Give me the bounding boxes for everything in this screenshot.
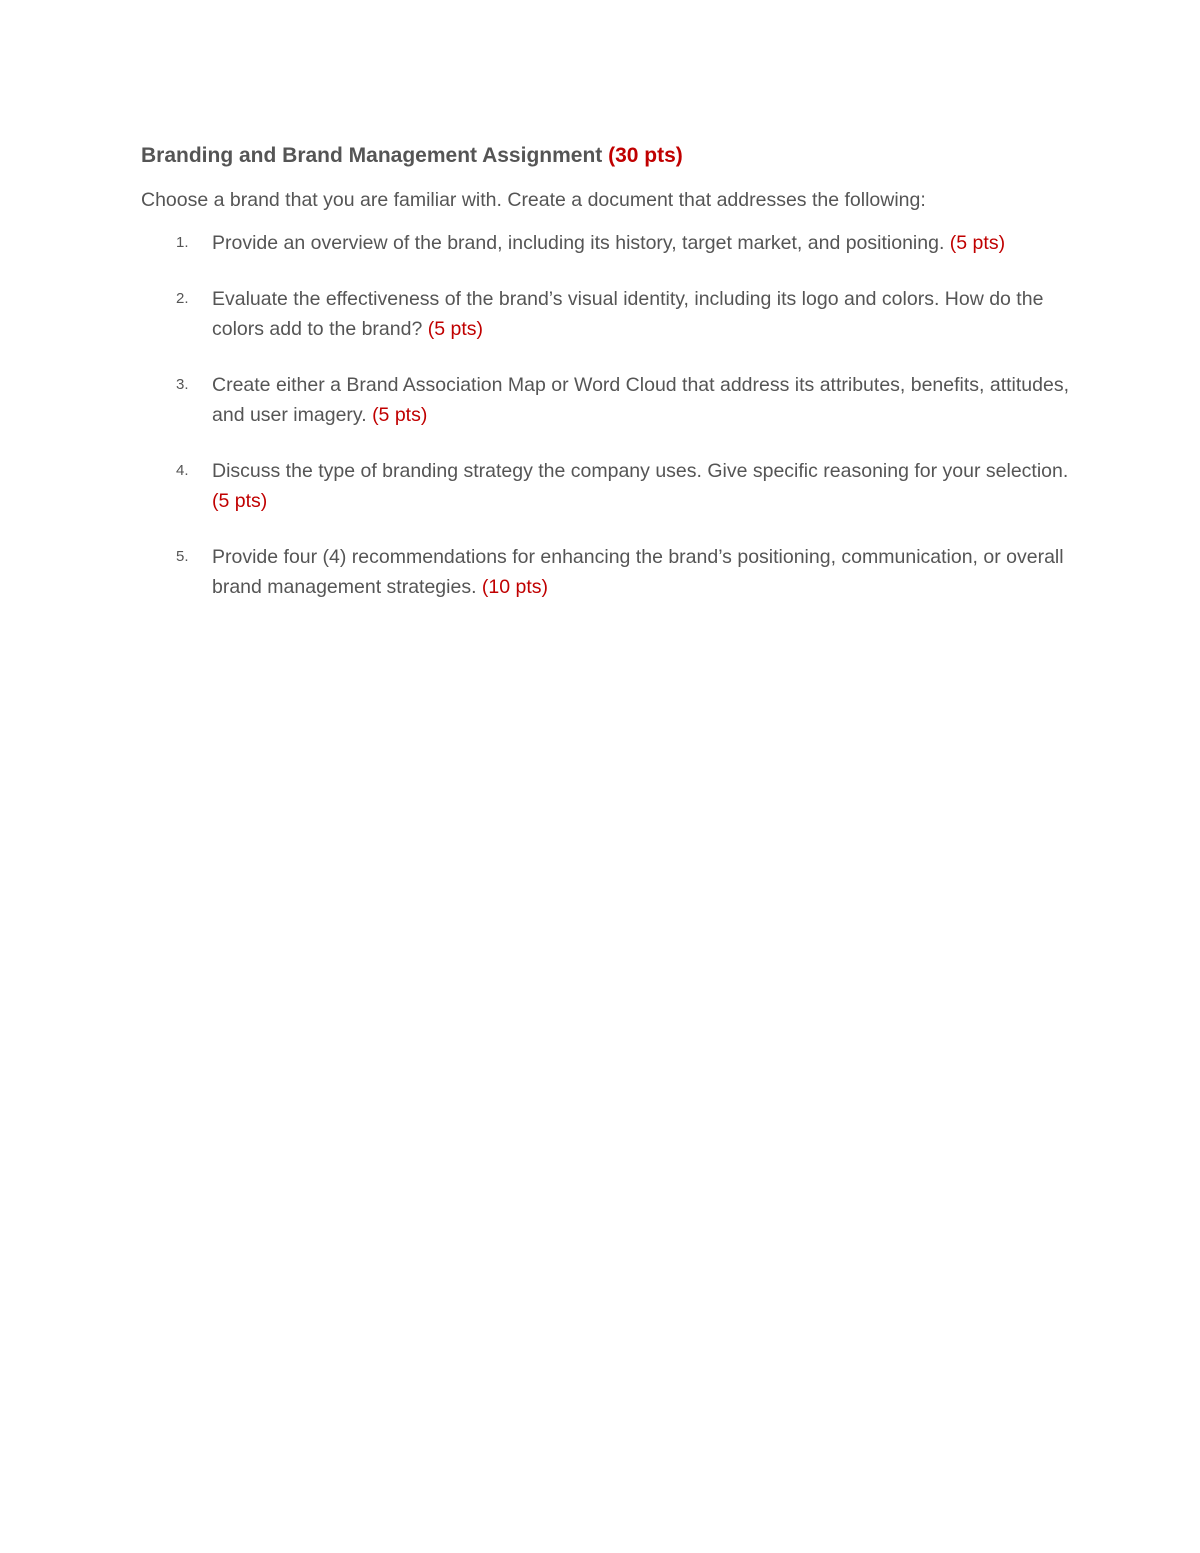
list-item bbox=[141, 542, 1071, 602]
assignment-title bbox=[141, 140, 1071, 172]
task-points: (5 pts) bbox=[427, 318, 483, 340]
task-number: 4. bbox=[176, 462, 189, 479]
task-text: Evaluate the effectiveness of the brand’s visual identity, including its logo and colors. How do the colors add to the brand? bbox=[212, 288, 1044, 340]
list-item bbox=[141, 228, 1071, 258]
task-points: (5 pts) bbox=[212, 490, 268, 512]
task-number: 3. bbox=[176, 376, 189, 393]
task-text: Create either a Brand Association Map or Word Cloud that address its attributes, benefits, attitudes, and user imagery. bbox=[212, 374, 1070, 426]
assignment-total-points: (30 pts) bbox=[608, 144, 683, 167]
task-number: 2. bbox=[176, 290, 189, 307]
list-item bbox=[141, 456, 1071, 516]
task-text: Provide four (4) recommendations for enhancing the brand’s positioning, communication, or overall brand management strategies. bbox=[212, 546, 1064, 598]
task-list bbox=[141, 228, 1071, 602]
task-text: Discuss the type of branding strategy the company uses. Give specific reasoning for your selection. bbox=[212, 460, 1069, 482]
list-item bbox=[141, 284, 1071, 344]
task-number: 1. bbox=[176, 234, 189, 251]
task-points: (10 pts) bbox=[481, 576, 549, 598]
assignment-intro: Choose a brand that you are familiar with. Create a document that addresses the following: bbox=[141, 189, 926, 211]
task-points: (5 pts) bbox=[949, 232, 1006, 254]
task-text: Provide an overview of the brand, including its history, target market, and positioning. bbox=[212, 232, 945, 254]
document-content bbox=[141, 140, 1071, 628]
task-number: 5. bbox=[176, 548, 189, 565]
assignment-title-text: Branding and Brand Management Assignment bbox=[141, 144, 603, 167]
task-points: (5 pts) bbox=[372, 404, 428, 426]
list-item bbox=[141, 370, 1071, 430]
